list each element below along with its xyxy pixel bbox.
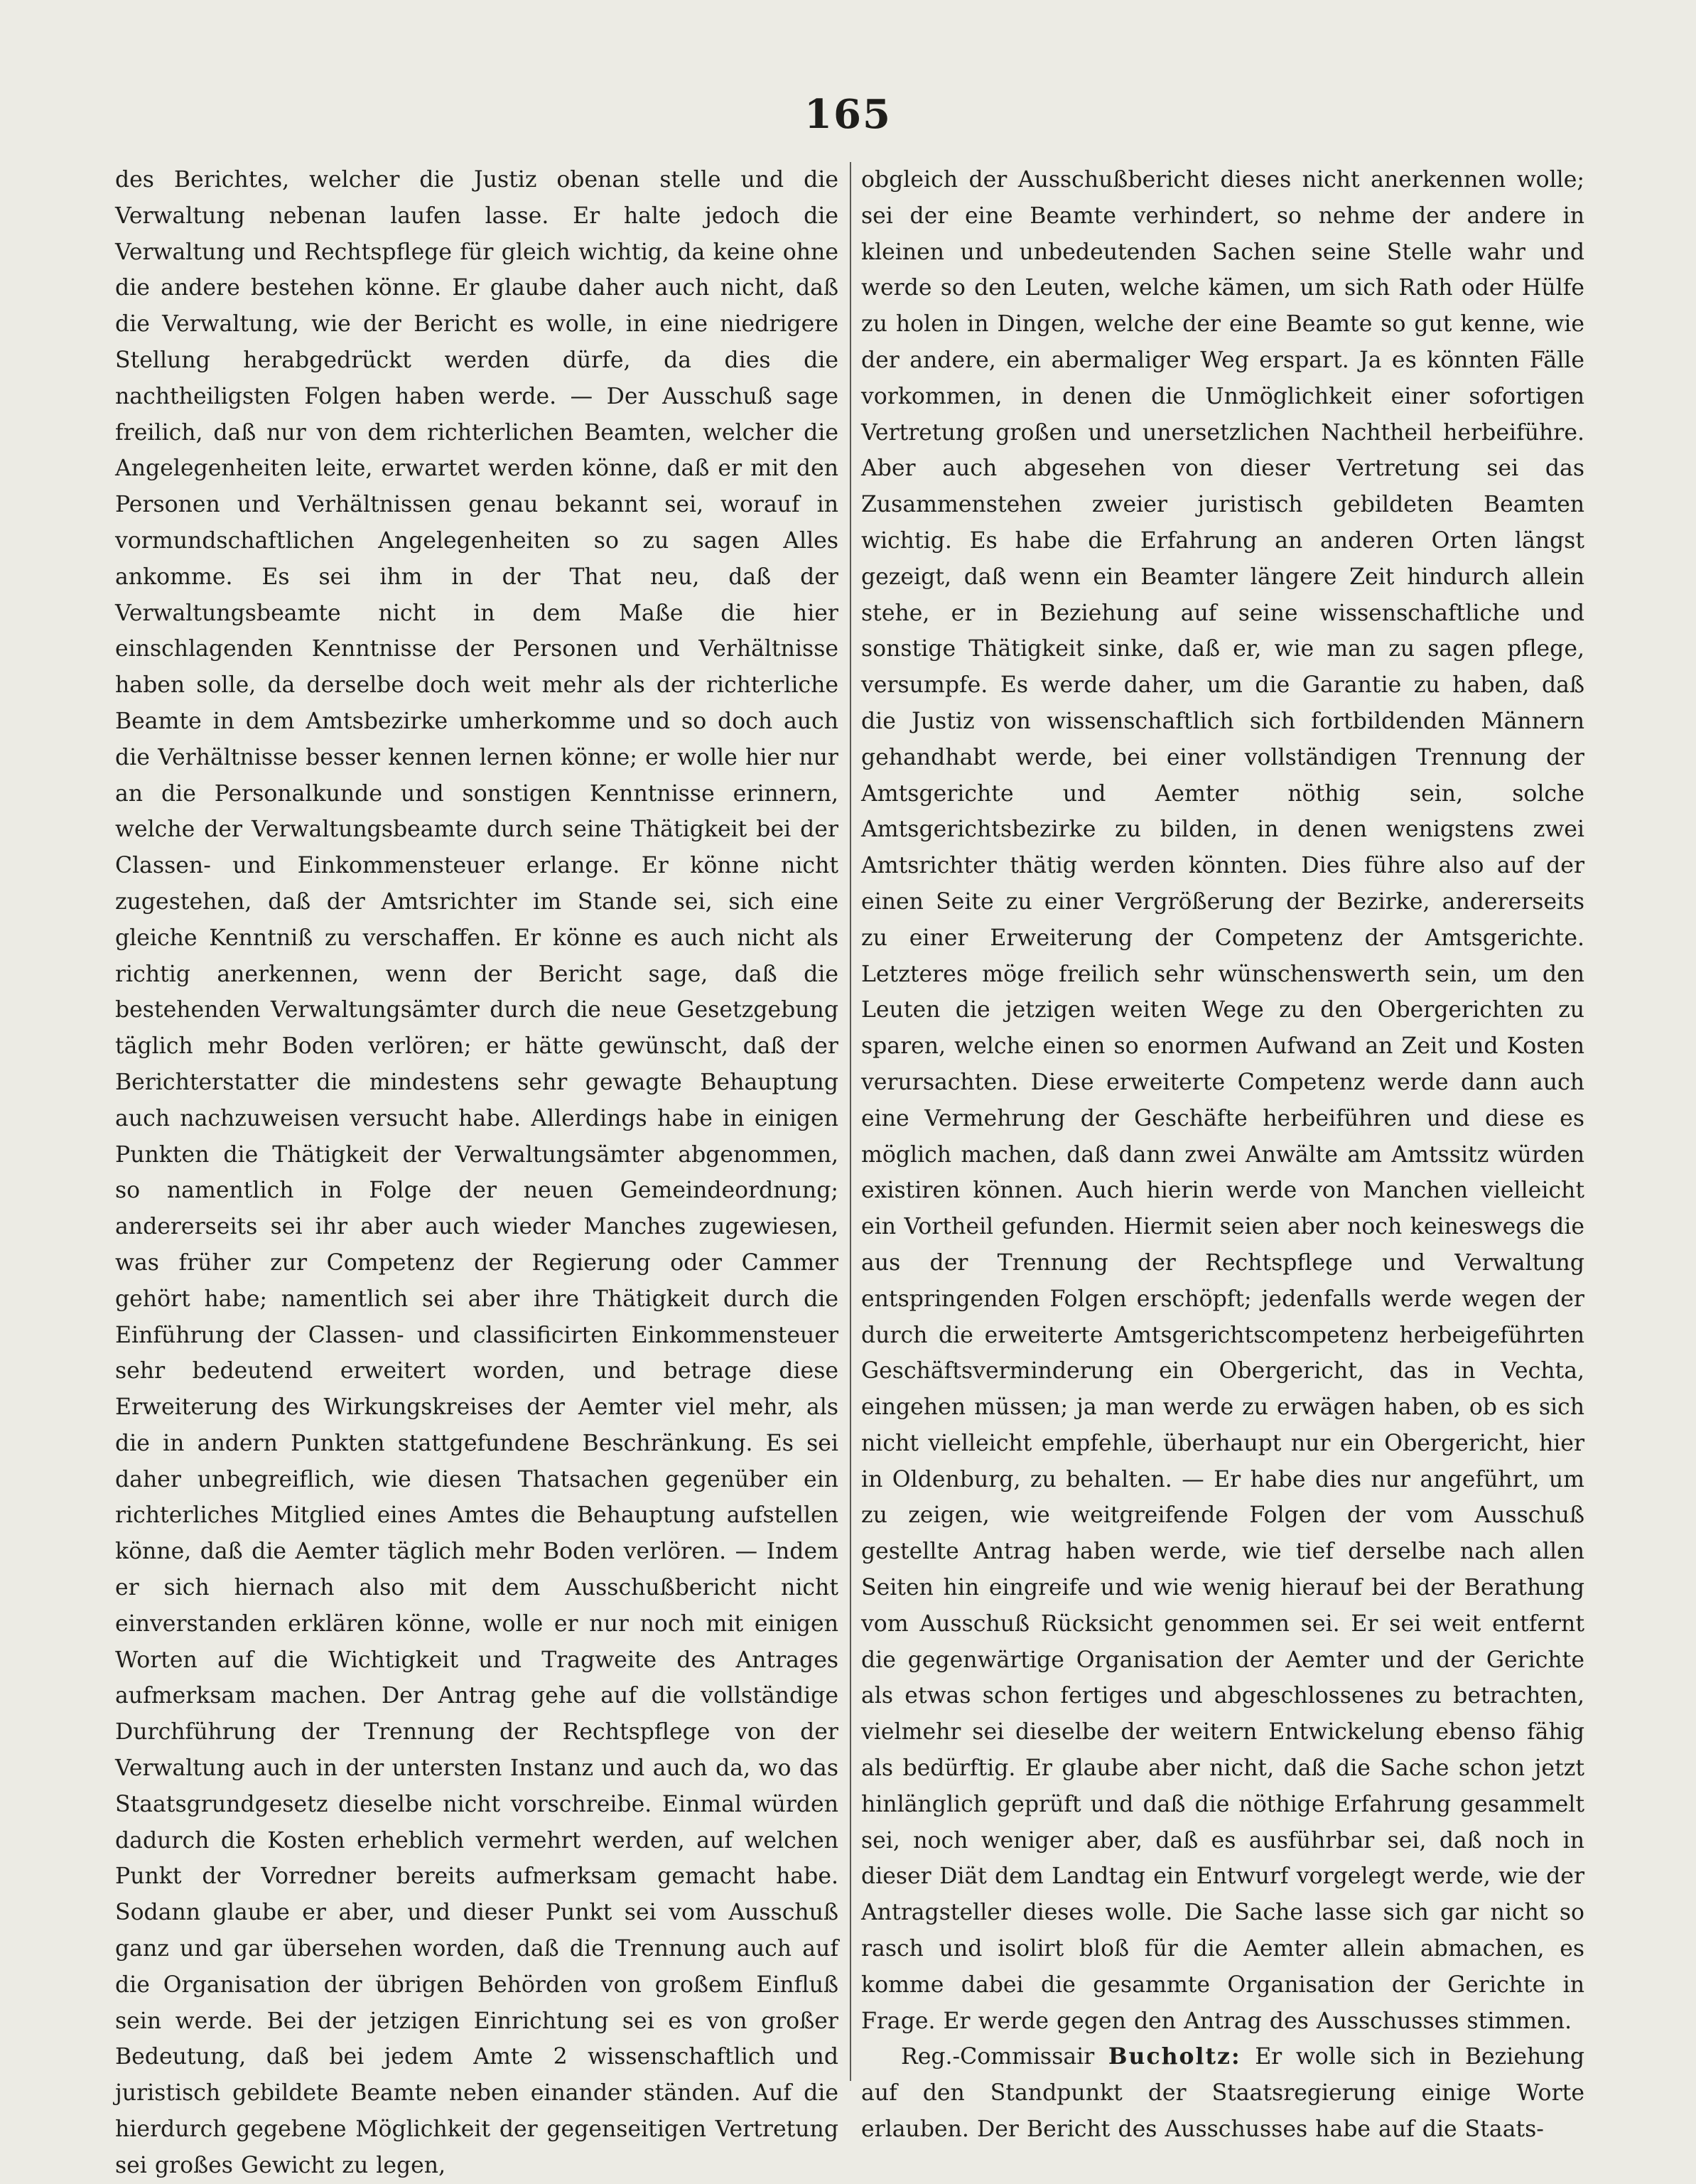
left-column — [115, 162, 838, 2178]
right-paragraph-1: obgleich der Ausschußbericht dieses nicht anerkennen wolle; sei der eine Beamte verhindert, so nehme der andere in kleinen und unbedeutenden Sachen seine Stelle wahr und werde so den Leuten, welche kämen, um sich Rath oder Hülfe zu holen in Dingen, welche der eine Beamte so gut kenne, wie der andere, ein abermaliger Weg erspart. Ja es könnten Fälle vorkommen, in denen die Unmöglichkeit einer sofortigen Vertretung großen und unersetzlichen Nachtheil herbeiführe. Aber auch abgesehen von dieser Vertretung sei das Zusammenstehen zweier juristisch gebildeten Beamten wichtig. Es habe die Erfahrung an anderen Orten längst gezeigt, daß wenn ein Beamter längere Zeit hindurch allein stehe, er in Beziehung auf seine wissenschaftliche und sonstige Thätigkeit sinke, daß er, wie man zu sagen pflege, versumpfe. Es werde daher, um die Garantie zu haben, daß die Justiz von wissenschaftlich sich fortbildenden Männern gehandhabt werde, bei einer vollständigen Trennung der Amtsgerichte und Aemter nöthig sein, solche Amtsgerichtsbezirke zu bilden, in denen wenigstens zwei Amtsrichter thätig werden könnten. Dies führe also auf der einen Seite zu einer Vergrößerung der Bezirke, andererseits zu einer Erweiterung der Competenz der Amtsgerichte. Letzteres möge freilich sehr wünschenswerth sein, um den Leuten die jetzigen weiten Wege zu den Obergerichten zu sparen, welche einen so enormen Aufwand an Zeit und Kosten verursachten. Diese erweiterte Competenz werde dann auch eine Vermehrung der Geschäfte herbeiführen und diese es möglich machen, daß dann zwei Anwälte am Amtssitz würden existiren können. Auch hierin werde von Manchen vielleicht ein Vortheil gefunden. Hiermit seien aber noch keineswegs die aus der Trennung der Rechtspflege und Verwaltung entspringenden Folgen erschöpft; jedenfalls werde wegen der durch die erweiterte Amtsgerichtscompetenz herbeigeführten Geschäftsverminderung ein Obergericht, das in Vechta, eingehen müssen; ja man werde zu erwägen haben, ob es sich nicht vielleicht empfehle, überhaupt nur ein Obergericht, hier in Oldenburg, zu behalten. — Er habe dies nur angeführt, um zu zeigen, wie weitgreifende Folgen der vom Ausschuß gestellte Antrag haben werde, wie tief derselbe nach allen Seiten hin eingreife und wie wenig hierauf bei der Berathung vom Ausschuß Rücksicht genommen sei. Er sei weit entfernt die gegenwärtige Organisation der Aemter und der Gerichte als etwas schon fertiges und abgeschlossenes zu betrachten, vielmehr sei dieselbe der weitern Entwickelung ebenso fähig als bedürftig. Er glaube aber nicht, daß die Sache schon jetzt hinlänglich geprüft und daß die nöthige Erfahrung gesammelt sei, noch weniger aber, daß es ausführbar sei, daß noch in dieser Diät dem Landtag ein Entwurf vorgelegt werde, wie der Antragsteller dieses wolle. Die Sache lasse sich gar nicht so rasch und isolirt bloß für die Aemter allein abmachen, es komme dabei die gesammte Organisation der Gerichte in Frage. Er werde gegen den Antrag des Ausschusses stimmen. — [861, 167, 1584, 2034]
column-divider — [850, 162, 851, 2081]
left-paragraph: des Berichtes, welcher die Justiz obenan stelle und die Verwaltung nebenan laufen lasse. Er halte jedoch die Verwaltung und Rechtspflege für gleich wichtig, da keine ohne die andere bestehen könne. Er glaube daher auch nicht, daß die Verwaltung, wie der Bericht es wolle, in eine niedrigere Stellung herabgedrückt werden dürfe, da dies die nachtheiligsten Folgen haben werde. — Der Ausschuß sage freilich, daß nur von dem richterlichen Beamten, welcher die Angelegenheiten leite, erwartet werden könne, daß er mit den Personen und Verhältnissen genau bekannt sei, worauf in vormundschaftlichen Angelegenheiten so zu sagen Alles ankomme. Es sei ihm in der That neu, daß der Verwaltungsbeamte nicht in dem Maße die hier einschlagenden Kenntnisse der Personen und Verhältnisse haben solle, da derselbe doch weit mehr als der richterliche Beamte in dem Amtsbezirke umherkomme und so doch auch die Verhältnisse besser kennen lernen könne; er wolle hier nur an die Personalkunde und sonstigen Kenntnisse erinnern, welche der Verwaltungsbeamte durch seine Thätigkeit bei der Classen- und Einkommensteuer erlange. Er könne nicht zugestehen, daß der Amtsrichter im Stande sei, sich eine gleiche Kenntniß zu verschaffen. Er könne es auch nicht als richtig anerkennen, wenn der Bericht sage, daß die bestehenden Verwaltungsämter durch die neue Gesetzgebung täglich mehr Boden verlören; er hätte gewünscht, daß der Berichterstatter die mindestens sehr gewagte Behauptung auch nachzuweisen versucht habe. Allerdings habe in einigen Punkten die Thätigkeit der Verwaltungsämter abgenommen, so namentlich in Folge der neuen Gemeindeordnung; andererseits sei ihr aber auch wieder Manches zugewiesen, was früher zur Competenz der Regierung oder Cammer gehört habe; namentlich sei aber ihre Thätigkeit durch die Einführung der Classen- und classificirten Einkommensteuer sehr bedeutend erweitert worden, und betrage diese Erweiterung des Wirkungskreises der Aemter viel mehr, als die in andern Punkten stattgefundene Beschränkung. Es sei daher unbegreiflich, wie diesen Thatsachen gegenüber ein richterliches Mitglied eines Amtes die Behauptung aufstellen könne, daß die Aemter täglich mehr Boden verlören. — Indem er sich hiernach also mit dem Ausschußbericht nicht einverstanden erklären könne, wolle er nur noch mit einigen Worten auf die Wichtigkeit und Tragweite des Antrages aufmerksam machen. Der Antrag gehe auf die vollständige Durchführung der Trennung der Rechtspflege von der Verwaltung auch in der untersten Instanz und auch da, wo das Staatsgrundgesetz dieselbe nicht vorschreibe. Einmal würden dadurch die Kosten erheblich vermehrt werden, auf welchen Punkt der Vorredner bereits aufmerksam gemacht habe. Sodann glaube er aber, und dieser Punkt sei vom Ausschuß ganz und gar übersehen worden, daß die Trennung auch auf die Organisation der übrigen Behörden von großem Einfluß sein werde. Bei der jetzigen Einrichtung sei es von großer Bedeutung, daß bei jedem Amte 2 wissenschaftlich und juristisch gebildete Beamte neben einander ständen. Auf die hierdurch gegebene Möglichkeit der gegenseitigen Vertretung sei großes Gewicht zu legen, — [115, 167, 838, 2178]
right-column — [861, 162, 1585, 2143]
right-paragraph-2 — [861, 2039, 1584, 2147]
speaker-role: Reg.-Commissair — [901, 2044, 1095, 2070]
speaker-name: Bucholtz: — [1108, 2043, 1241, 2070]
speaker-statement: Er wolle sich in Beziehung auf den Standpunkt der Staatsregierung einige Worte erlauben. Der Bericht des Ausschusses habe auf die Staats- — [861, 2044, 1585, 2143]
page-number: 165 — [804, 91, 892, 138]
